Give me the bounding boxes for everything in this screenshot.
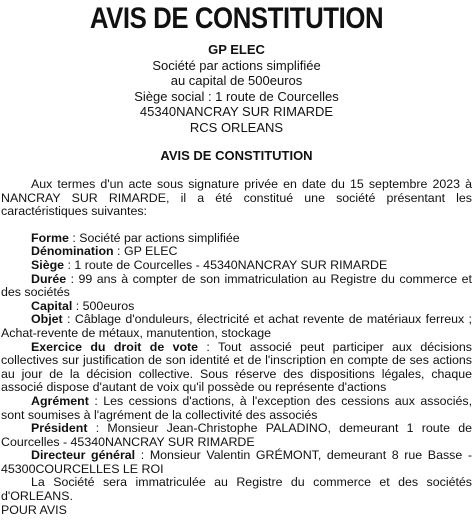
intro-paragraph: Aux termes d'un acte sous signature privée en date du 15 septembre 2023 à NANCRAY SUR RIMARDE, il a été constitué une société présentant les caractéristiques suivantes: [1,177,472,219]
signature: POUR AVIS [1,502,67,517]
field-value: Câblage d'onduleurs, électricité et achat revente de matériaux ferreux ; Achat-revente de métaux, manutention, stockage [1,312,473,340]
field-label: Durée [31,271,67,286]
field-label: Exercice du droit de vote [31,339,199,354]
field-value: GP ELEC [123,244,178,259]
notice-headline: AVIS DE CONSTITUTION [89,2,384,35]
company-city: 45340NANCRAY SUR RIMARDE [139,104,334,119]
field-value: Monsieur Jean-Christophe PALADINO, demeurant 1 route de Courcelles - 45340NANCRAY SUR RIMARDE [1,421,473,449]
notice-body [1,178,472,517]
field-value: Monsieur Valentin GRÉMONT, demeurant 8 rue Basse - 45300COURCELLES LE ROI [1,448,473,476]
field-siege: Siège : 1 route de Courcelles - 45340NANCRAY SUR RIMARDE [31,257,388,272]
field-value: Société par actions simplifiée [79,230,240,245]
closing-paragraph: La Société sera immatriculée au Registre du commerce et des sociétés d'ORLEANS. [1,475,472,504]
field-label: Forme [31,230,69,245]
company-form: Société par actions simplifiée [152,57,321,73]
field-directeur-general: Directeur général : Monsieur Valentin GRÉMONT, demeurant 8 rue Basse - 45300COURCELLES LE ROI [1,448,473,476]
field-label: Président [31,421,88,436]
field-agrement: Agrément : Les cessions d'actions, à l'exception des cessions aux associés, sont soumises à l'agrément de la collectivité des associés [1,393,473,422]
company-capital: au capital de 500euros [170,73,303,88]
notice-subtitle: AVIS DE CONSTITUTION [160,148,313,163]
field-droit-de-vote: Exercice du droit de vote : Tout associé peut participer aux décisions collectives sur justification de son identité et de l'inscription en compte de ses actions au jour de la décision collective. Sous réserve des dispositions légales, chaque associé dispose d'autant de voix qu'il possède ou représente d'actions [1,339,472,395]
field-duree: Durée : 99 ans à compter de son immatriculation au Registre du commerce et des sociétés [1,271,473,300]
field-value: 99 ans à compter de son immatriculation au Registre du commerce et des sociétés [1,271,473,300]
field-value: Tout associé peut participer aux décisions collectives sur justification de son identité et de l'inscription en compte de ses actions au jour de la décision collective. Sous réserve des dispositions légales, chaque associé dispose d'autant de voix qu'il possède ou représente d'actions [1,339,472,395]
field-label: Agrément [31,393,89,408]
company-block [0,42,473,135]
company-office: Siège social : 1 route de Courcelles [134,88,339,104]
field-value: Les cessions d'actions, à l'exception des cessions aux associés, sont soumises à l'agrément de la collectivité des associés [1,393,473,422]
field-label: Objet [31,312,63,327]
field-value: 500euros [82,298,135,313]
field-denomination: Dénomination : GP ELEC [31,244,178,259]
field-label: Capital [31,298,73,313]
field-label: Dénomination [31,244,114,259]
company-rcs: RCS ORLEANS [189,119,284,135]
field-objet: Objet : Câblage d'onduleurs, électricité et achat revente de matériaux ferreux ; Achat-revente de métaux, manutention, stockage [1,312,473,340]
field-forme: Forme : Société par actions simplifiée [31,230,240,245]
company-name: GP ELEC [208,42,265,57]
field-label: Siège [31,257,65,272]
field-value: 1 route de Courcelles - 45340NANCRAY SUR RIMARDE [74,257,388,272]
field-capital: Capital : 500euros [31,298,135,313]
field-label: Directeur général [31,448,136,463]
field-president: Président : Monsieur Jean-Christophe PALADINO, demeurant 1 route de Courcelles - 45340NANCRAY SUR RIMARDE [1,421,473,449]
